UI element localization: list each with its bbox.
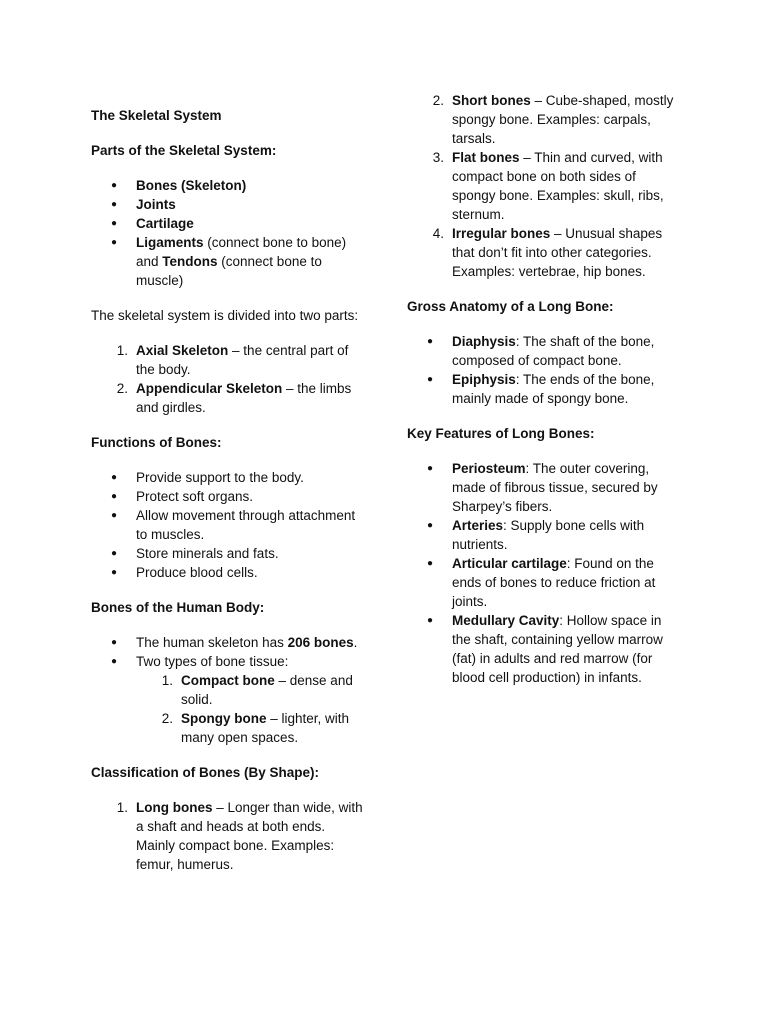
functions-heading: Functions of Bones: xyxy=(91,435,222,450)
divided-list xyxy=(91,341,363,417)
list-item: 1. Long bones – Longer than wide, with a shaft and heads at both ends. Mainly compact bone. Examples: femur, humerus. xyxy=(116,800,363,872)
list-item: ● Cartilage xyxy=(91,214,363,233)
features-heading: Key Features of Long Bones: xyxy=(407,426,595,441)
functions-list xyxy=(91,468,363,582)
list-item: 4. Irregular bones – Unusual shapes that don’t fit into other categories. Examples: vertebrae, hip bones. xyxy=(432,226,663,279)
parts-heading: Parts of the Skeletal System: xyxy=(91,143,277,158)
list-item: ● Store minerals and fats. xyxy=(91,544,363,563)
list-item: 2. Short bones – Cube-shaped, mostly spongy bone. Examples: carpals, tarsals. xyxy=(432,93,674,146)
list-item: ● Provide support to the body. xyxy=(91,468,363,487)
list-item: ● Articular cartilage: Found on the ends of bones to reduce friction at joints. xyxy=(407,554,679,611)
list-item: ● Diaphysis: The shaft of the bone, composed of compact bone. xyxy=(407,332,679,370)
list-item: 2. Appendicular Skeleton – the limbs and girdles. xyxy=(116,381,352,415)
right-column xyxy=(407,91,679,687)
gross-list xyxy=(407,332,679,408)
list-item: ● Produce blood cells. xyxy=(91,563,363,582)
classification-list-part2 xyxy=(407,91,679,281)
list-item: 1. Axial Skeleton – the central part of the body. xyxy=(116,343,349,377)
document-title: The Skeletal System xyxy=(91,108,222,123)
classification-heading: Classification of Bones (By Shape): xyxy=(91,765,320,780)
list-item: 3. Flat bones – Thin and curved, with compact bone on both sides of spongy bone. Examples: skull, ribs, sternum. xyxy=(432,150,664,222)
bones-body-list xyxy=(91,633,363,747)
list-item: ● The human skeleton has 206 bones. xyxy=(91,633,363,652)
parts-list xyxy=(91,176,363,290)
list-item: ● Joints xyxy=(91,195,363,214)
list-item: 1. Compact bone – dense and solid. xyxy=(161,673,353,707)
list-item: ● Periosteum: The outer covering, made of fibrous tissue, secured by Sharpey’s fibers. xyxy=(407,459,679,516)
list-item: ● Two types of bone tissue: 1. Compact bone – dense and solid. 2. Spongy bone – lighter, with many open spaces. xyxy=(91,652,363,747)
bones-body-heading: Bones of the Human Body: xyxy=(91,600,265,615)
list-item: ● Bones (Skeleton) xyxy=(91,176,363,195)
left-column xyxy=(91,0,363,874)
bone-tissue-list xyxy=(136,671,363,747)
list-item: 2. Spongy bone – lighter, with many open spaces. xyxy=(161,711,350,745)
list-item: ● Medullary Cavity: Hollow space in the shaft, containing yellow marrow (fat) in adults and red marrow (for blood cell production) in infants. xyxy=(407,611,679,687)
list-item: ● Arteries: Supply bone cells with nutrients. xyxy=(407,516,679,554)
divided-intro: The skeletal system is divided into two parts: xyxy=(91,308,359,323)
gross-heading: Gross Anatomy of a Long Bone: xyxy=(407,299,614,314)
classification-list-part1 xyxy=(91,798,363,874)
features-list xyxy=(407,459,679,687)
list-item: ● Allow movement through attachment to muscles. xyxy=(91,506,363,544)
list-item: ● Protect soft organs. xyxy=(91,487,363,506)
list-item: ● Epiphysis: The ends of the bone, mainly made of spongy bone. xyxy=(407,370,679,408)
list-item: ● Ligaments (connect bone to bone) and Tendons (connect bone to muscle) xyxy=(91,233,363,290)
